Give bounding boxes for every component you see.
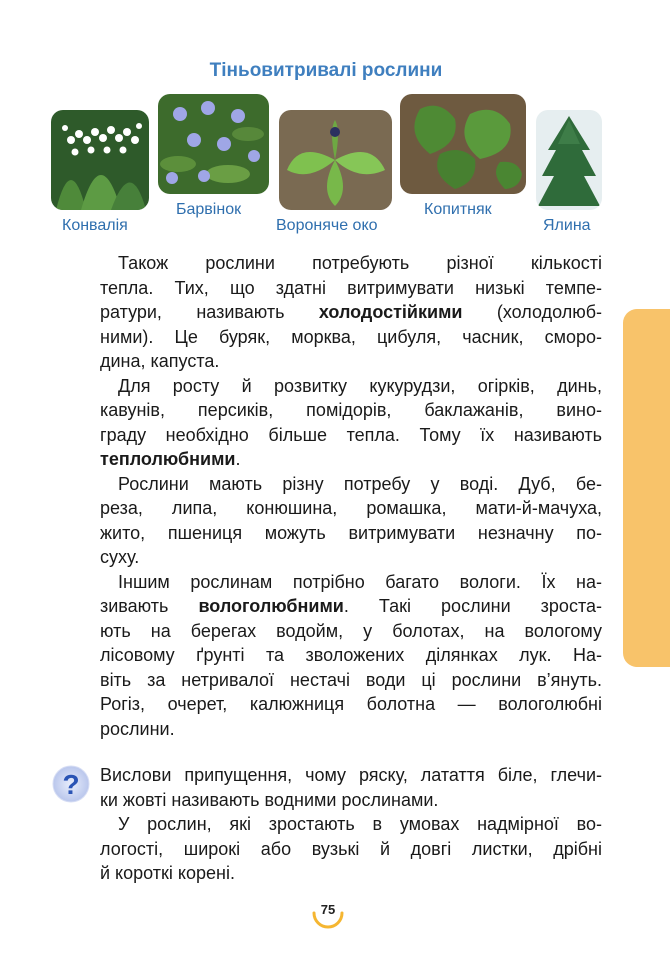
text-line: кавунів, персиків, помідорів, баклажанів, вино-	[100, 400, 602, 420]
plant-caption-1: Конвалія	[62, 217, 128, 234]
text-line: лісовому ґрунті та зволожених ділянках лук. На-	[100, 645, 602, 665]
text-line: дина, капуста.	[100, 351, 220, 371]
page-number-badge	[311, 895, 345, 929]
chapter-side-tab	[623, 309, 670, 667]
text-line: Для росту й розвитку кукурудзи, огірків, динь,	[118, 375, 602, 396]
text-line: Вислови припущення, чому ряску, латаття біле, глечи-	[100, 765, 602, 785]
text-line: Іншим рослинам потрібно багато вологи. Їх на-	[118, 571, 602, 592]
page-number: 75	[320, 902, 336, 917]
text-line: ратури, називають холодостійкими (холодолюб-	[100, 302, 603, 322]
text-line: суху.	[100, 547, 140, 567]
paragraph-3	[100, 472, 602, 570]
svg-text:?: ?	[62, 769, 80, 800]
term-moisture-loving: вологолюбними	[198, 596, 344, 616]
text-line: Також рослини потребують різної кількості	[118, 253, 602, 273]
text-line: тепла. Тих, що здатні витримувати низькі темпе-	[100, 277, 602, 298]
plant-caption-4: Копитняк	[424, 201, 492, 218]
text-line: реза, липа, конюшина, ромашка, мати-й-мачуха,	[100, 498, 602, 518]
main-text	[100, 251, 602, 741]
text-line: ними). Це буряк, морква, цибуля, часник, сморо-	[100, 326, 602, 347]
paragraph-4	[100, 570, 602, 742]
text-line: й короткі корені.	[100, 863, 235, 883]
text-line: Рогіз, очерет, калюжниця болотна — вологолюбні	[100, 694, 602, 714]
text-line: жито, пшениця можуть витримувати незначну по-	[100, 522, 602, 543]
plant-caption-3: Вороняче око	[276, 217, 378, 234]
page-title: Тіньовитривалі рослини	[209, 60, 443, 81]
text-line: логості, широкі або вузькі й довгі листки, дрібні	[100, 838, 602, 859]
text-line: рослини.	[100, 718, 175, 739]
herb-paris-photo	[279, 110, 392, 210]
question-text	[100, 763, 602, 886]
term-cold-resistant: холодостійкими	[318, 302, 463, 322]
text-line: теплолюбними.	[100, 449, 241, 469]
periwinkle-photo	[158, 94, 269, 194]
spruce-photo	[536, 110, 602, 210]
paragraph-1	[100, 251, 602, 374]
lily-of-the-valley-photo	[51, 110, 149, 210]
text-line: ки жовті називають водними рослинами.	[100, 789, 439, 810]
plant-caption-5: Ялина	[543, 217, 591, 234]
plant-caption-2: Барвінок	[176, 201, 242, 218]
term-heat-loving: теплолюбними	[100, 449, 236, 469]
wild-ginger-photo	[400, 94, 526, 194]
text-line: ють на берегах водойм, у болотах, на вологому	[100, 620, 602, 641]
text-line: віть за нетривалої нестачі води ці рослини в’януть.	[100, 669, 602, 690]
question-mark-icon	[51, 764, 91, 804]
text-line: Рослини мають різну потребу у воді. Дуб, бе-	[118, 473, 602, 494]
text-line: граду необхідно більше тепла. Тому їх називають	[100, 424, 602, 445]
paragraph-2	[100, 374, 602, 472]
text-line: зивають вологолюбними. Такі рослини зроста-	[100, 596, 602, 616]
text-line: У рослин, які зростають в умовах надмірної во-	[118, 814, 602, 834]
